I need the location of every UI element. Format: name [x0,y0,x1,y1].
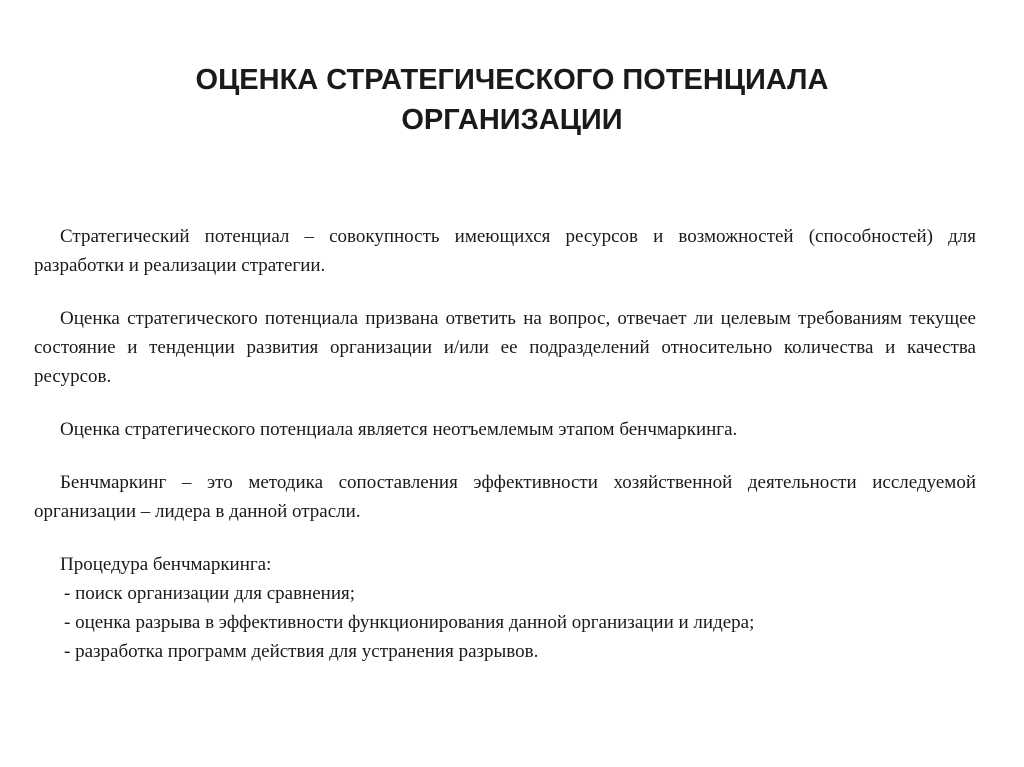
slide-body [34,222,976,666]
slide-title-line-2: ОРГАНИЗАЦИИ [401,104,623,136]
list-item: - разработка программ действия для устранения разрывов. [64,641,539,662]
paragraph-benchmarking-definition: Бенчмаркинг – это методика сопоставления эффективности хозяйственной деятельности исследуемой организации – лидера в данной отрасли. [34,472,976,522]
procedure-list [34,579,976,666]
list-item: - оценка разрыва в эффективности функционирования данной организации и лидера; [64,612,755,633]
paragraph-assessment-purpose: Оценка стратегического потенциала призвана ответить на вопрос, отвечает ли целевым требованиям текущее состояние и тенденции развития организации и/или ее подразделений относительно количества и качества ресурсов. [34,308,976,387]
paragraph-definition: Стратегический потенциал – совокупность имеющихся ресурсов и возможностей (способностей) для разработки и реализации стратегии. [34,226,976,276]
paragraph-benchmarking-stage: Оценка стратегического потенциала является неотъемлемым этапом бенчмаркинга. [60,419,738,440]
slide-title [80,60,944,140]
list-item: - поиск организации для сравнения; [64,583,356,604]
slide-title-line-1: ОЦЕНКА СТРАТЕГИЧЕСКОГО ПОТЕНЦИАЛА [195,64,829,96]
procedure-heading: Процедура бенчмаркинга: [60,554,272,575]
